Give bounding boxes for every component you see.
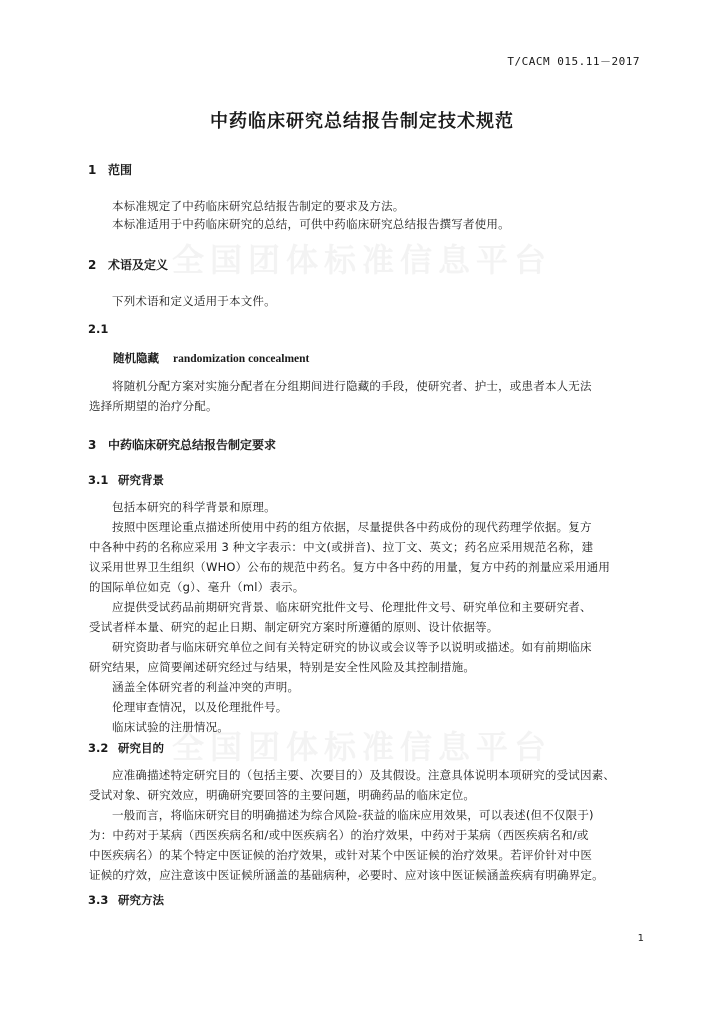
section-number: 3 [88, 438, 97, 452]
section-1-heading [88, 161, 132, 178]
text-line: 中医疾病名）的某个特定中医证候的治疗效果，或针对某个中医证候的治疗效果。若评价针对中医 [89, 848, 593, 862]
text-line: 中各种中药的名称应采用 3 种文字表示：中文(或拼音)、拉丁文、英文；药名应采用规范名称，建 [89, 540, 594, 554]
section-number: 3.3 [88, 893, 109, 907]
section-number: 3.1 [88, 473, 109, 487]
page-number: 1 [637, 933, 644, 944]
section-number: 1 [88, 163, 97, 177]
text-line: 的国际单位如克（g）、毫升（ml）表示。 [89, 580, 305, 594]
section-number: 3.2 [88, 741, 109, 755]
text-line: 议采用世界卫生组织（WHO）公布的规范中药名。复方中各中药的用量，复方中药的剂量应采用通用 [89, 560, 611, 574]
text-line: 一般而言，将临床研究目的明确描述为综合风险-获益的临床应用效果，可以表述(但不仅限于) [112, 808, 594, 822]
section-title: 研究方法 [118, 893, 164, 907]
section-3-1-body [89, 497, 636, 737]
term-chinese: 随机隐藏 [113, 351, 159, 365]
text-line: 研究资助者与临床研究单位之间有关特定研究的协议或会议等予以说明或描述。如有前期临床 [112, 640, 592, 654]
standard-number: T/CACM 015.11－2017 [507, 55, 640, 68]
text-line: 包括本研究的科学背景和原理。 [112, 500, 276, 514]
text-line: 为：中药对于某病（西医疾病名和/或中医疾病名）的治疗效果，中药对于某病（西医疾病名和/或 [89, 828, 589, 842]
section-number: 2 [88, 258, 97, 272]
section-title: 术语及定义 [108, 258, 169, 272]
term-entry [113, 350, 309, 366]
section-3-2-body [89, 765, 636, 885]
text-line: 受试者样本量、研究的起止日期、制定研究方案时所遵循的原则、设计依据等。 [89, 620, 499, 634]
section-2-para-1: 下列术语和定义适用于本文件。 [112, 294, 276, 308]
section-title: 范围 [108, 163, 133, 177]
section-3-heading [88, 436, 276, 453]
text-line: 应准确描述特定研究目的（包括主要、次要目的）及其假设。注意具体说明本项研究的受试因素、 [112, 768, 616, 782]
text-line: 伦理审查情况，以及伦理批件号。 [112, 700, 288, 714]
term-english: randomization concealment [173, 353, 310, 365]
text-line: 按照中医理论重点描述所使用中药的组方依据，尽量提供各中药成份的现代药理学依据。复方 [112, 520, 592, 534]
text-line: 将随机分配方案对实施分配者在分组期间进行隐藏的手段，使研究者、护士，或患者本人无法 [112, 379, 592, 393]
section-title: 研究背景 [118, 473, 164, 487]
document-title: 中药临床研究总结报告制定技术规范 [210, 111, 514, 132]
section-title: 中药临床研究总结报告制定要求 [108, 438, 277, 452]
text-line: 证候的疗效，应注意该中医证候所涵盖的基础病种，必要时、应对该中医证候涵盖疾病有明确界定。 [89, 868, 604, 882]
section-2-1-definition [89, 376, 636, 416]
text-line: 研究结果，应简要阐述研究经过与结果，特别是安全性风险及其控制措施。 [89, 660, 476, 674]
section-3-1-heading [88, 472, 164, 488]
text-line: 临床试验的注册情况。 [112, 720, 229, 734]
section-2-heading [88, 256, 168, 273]
text-line: 应提供受试药品前期研究背景、临床研究批件文号、伦理批件文号、研究单位和主要研究者、 [112, 600, 592, 614]
section-3-2-heading [88, 740, 164, 756]
section-title: 研究目的 [118, 741, 164, 755]
watermark-bottom: 全国团体标准信息平台 [171, 728, 552, 766]
text-line: 受试对象、研究效应，明确研究要回答的主要问题，明确药品的临床定位。 [89, 788, 476, 802]
section-2-1-heading: 2.1 [88, 322, 109, 336]
text-line: 选择所期望的治疗分配。 [89, 399, 218, 413]
section-1-para-2: 本标准适用于中药临床研究的总结，可供中药临床研究总结报告撰写者使用。 [112, 217, 510, 231]
text-line: 涵盖全体研究者的利益冲突的声明。 [112, 680, 300, 694]
section-1-para-1: 本标准规定了中药临床研究总结报告制定的要求及方法。 [112, 199, 405, 213]
watermark-top: 全国团体标准信息平台 [171, 241, 552, 279]
section-3-3-heading [88, 892, 164, 908]
